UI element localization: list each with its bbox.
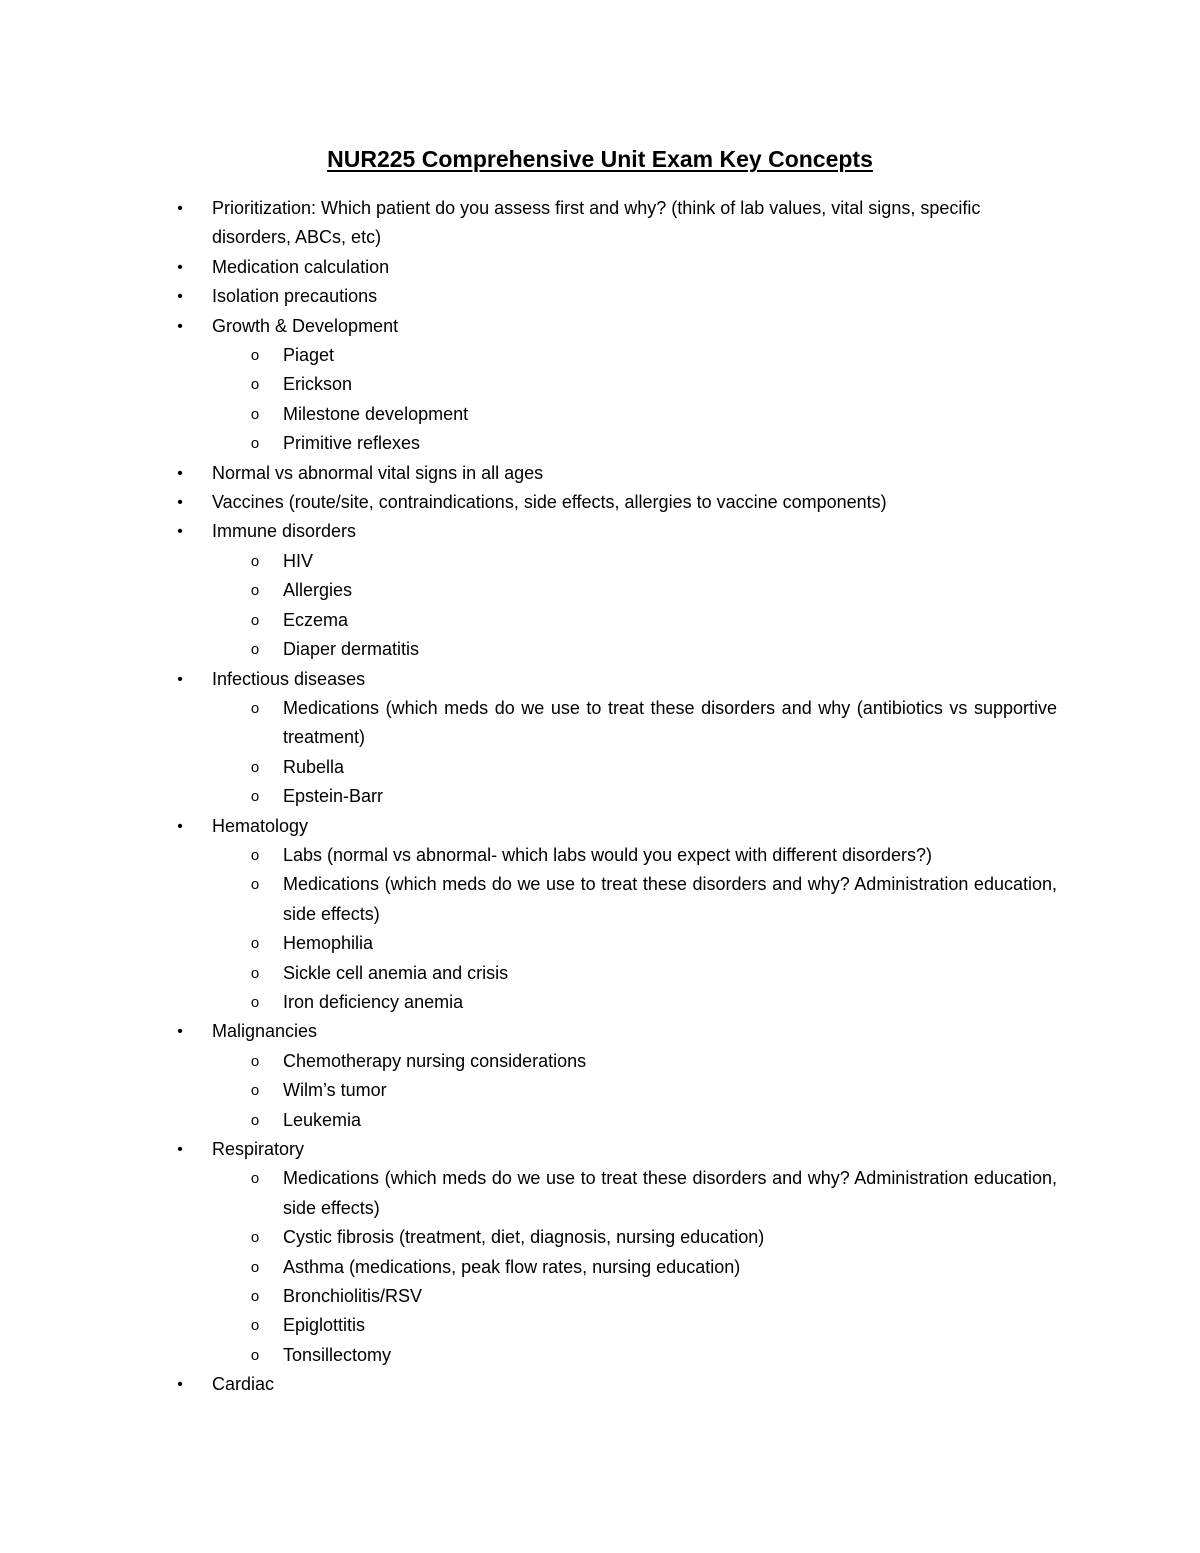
bullet-marker: •	[177, 258, 183, 276]
sub-bullet-marker: o	[250, 552, 260, 570]
list-item-text: Diaper dermatitis	[283, 639, 420, 660]
list-item-text: Cystic fibrosis (treatment, diet, diagnosis, nursing education)	[283, 1227, 765, 1248]
list-item-text: HIV	[283, 550, 314, 571]
sub-bullet-marker: o	[250, 347, 260, 365]
list-item-text: Leukemia	[283, 1109, 362, 1130]
sub-list-item	[0, 841, 1200, 870]
bullet-marker: •	[177, 288, 183, 306]
list-item-text: Cardiac	[212, 1374, 275, 1395]
list-item	[0, 488, 1200, 517]
list-item-text: Vaccines (route/site, contraindications, side effects, allergies to vaccine components)	[212, 492, 887, 513]
sub-list-item	[0, 870, 1200, 929]
list-item	[0, 194, 1200, 253]
list-item-text: Prioritization: Which patient do you assess first and why? (think of lab values, vital signs, specific disorders, ABCs, etc)	[212, 198, 981, 248]
list-item-text: Malignancies	[212, 1021, 318, 1042]
sub-list-item	[0, 370, 1200, 399]
sub-bullet-marker: o	[250, 935, 260, 953]
sub-list-item	[0, 1341, 1200, 1370]
page-title: NUR225 Comprehensive Unit Exam Key Concepts	[327, 146, 873, 172]
list-item	[0, 1135, 1200, 1164]
sub-list-item	[0, 1311, 1200, 1340]
list-item-text: Asthma (medications, peak flow rates, nursing education)	[283, 1256, 741, 1277]
sub-bullet-marker: o	[250, 876, 260, 894]
bullet-marker: •	[177, 1023, 183, 1041]
list-item-text: Chemotherapy nursing considerations	[283, 1050, 587, 1071]
sub-bullet-marker: o	[250, 788, 260, 806]
list-item-text: Eczema	[283, 609, 349, 630]
list-item-text: Allergies	[283, 580, 353, 601]
sub-bullet-marker: o	[250, 1229, 260, 1247]
sub-bullet-marker: o	[250, 993, 260, 1011]
sub-list-item	[0, 929, 1200, 958]
list-item-text: Bronchiolitis/RSV	[283, 1286, 423, 1307]
sub-list-item	[0, 694, 1200, 753]
list-item-text: Infectious diseases	[212, 668, 366, 689]
list-item-text: Medications (which meds do we use to treat these disorders and why? Administration education, side effects)	[283, 874, 1057, 924]
list-item-text: Respiratory	[212, 1139, 305, 1159]
sub-list-item	[0, 1076, 1200, 1105]
sub-list-item	[0, 782, 1200, 811]
list-item	[0, 282, 1200, 311]
list-item	[0, 312, 1200, 341]
list-item-text: Medications (which meds do we use to treat these disorders and why? Administration education, side effects)	[283, 1168, 1057, 1218]
list-item-text: Normal vs abnormal vital signs in all ages	[212, 462, 544, 483]
list-item	[0, 517, 1200, 546]
list-item-text: Immune disorders	[212, 521, 357, 542]
list-item-text: Isolation precautions	[212, 286, 378, 307]
list-item-text: Medications (which meds do we use to treat these disorders and why (antibiotics vs supportive treatment)	[283, 697, 1057, 748]
sub-list-item	[0, 988, 1200, 1017]
list-item-text: Epstein-Barr	[283, 786, 384, 807]
bullet-marker: •	[177, 464, 183, 482]
sub-list-item	[0, 1164, 1200, 1223]
sub-bullet-marker: o	[250, 1082, 260, 1100]
list-item-text: Hemophilia	[283, 933, 374, 954]
list-item-text: Primitive reflexes	[283, 433, 421, 454]
sub-bullet-marker: o	[250, 582, 260, 600]
sub-list-item	[0, 547, 1200, 576]
sub-bullet-marker: o	[250, 1111, 260, 1129]
sub-bullet-marker: o	[250, 1052, 260, 1070]
sub-list-item	[0, 429, 1200, 458]
sub-list-item	[0, 1223, 1200, 1252]
bullet-marker: •	[177, 670, 183, 688]
list-item-text: Tonsillectomy	[283, 1344, 392, 1365]
bullet-marker: •	[177, 494, 183, 512]
list-item-text: Wilm’s tumor	[283, 1080, 387, 1101]
sub-list-item	[0, 576, 1200, 605]
list-item-text: Labs (normal vs abnormal- which labs would you expect with different disorders?)	[283, 844, 932, 865]
sub-bullet-marker: o	[250, 1288, 260, 1306]
list-item	[0, 665, 1200, 694]
sub-list-item	[0, 635, 1200, 664]
list-item	[0, 253, 1200, 282]
sub-bullet-marker: o	[250, 1258, 260, 1276]
sub-bullet-marker: o	[250, 611, 260, 629]
sub-bullet-marker: o	[250, 1346, 260, 1364]
list-item-text: Erickson	[283, 374, 353, 395]
key-concepts-list	[0, 194, 1200, 1400]
list-item-text: Sickle cell anemia and crisis	[283, 962, 509, 983]
sub-list-item	[0, 400, 1200, 429]
sub-bullet-marker: o	[250, 964, 260, 982]
sub-bullet-marker: o	[250, 376, 260, 394]
sub-bullet-marker: o	[250, 758, 260, 776]
list-item	[0, 459, 1200, 488]
list-item-text: Iron deficiency anemia	[283, 991, 464, 1012]
bullet-marker: •	[177, 1141, 183, 1158]
bullet-marker: •	[177, 317, 183, 335]
list-item-text: Rubella	[283, 756, 345, 777]
list-item	[0, 812, 1200, 841]
sub-list-item	[0, 1047, 1200, 1076]
sub-list-item	[0, 341, 1200, 370]
sub-bullet-marker: o	[250, 405, 260, 423]
sub-bullet-marker: o	[250, 1170, 260, 1188]
sub-list-item	[0, 606, 1200, 635]
list-item-text: Milestone development	[283, 403, 469, 424]
list-item	[0, 1370, 1200, 1399]
list-item-text: Growth & Development	[212, 315, 399, 336]
sub-list-item	[0, 1253, 1200, 1282]
list-item-text: Hematology	[212, 815, 309, 836]
bullet-marker: •	[177, 1376, 183, 1394]
bullet-marker: •	[177, 523, 183, 541]
sub-list-item	[0, 959, 1200, 988]
sub-bullet-marker: o	[250, 435, 260, 453]
sub-bullet-marker: o	[250, 846, 260, 864]
sub-list-item	[0, 1282, 1200, 1311]
list-item	[0, 1017, 1200, 1046]
list-item-text: Medication calculation	[212, 256, 390, 277]
list-item-text: Piaget	[283, 345, 335, 366]
sub-list-item	[0, 1106, 1200, 1135]
sub-bullet-marker: o	[250, 699, 260, 717]
sub-bullet-marker: o	[250, 1317, 260, 1335]
bullet-marker: •	[177, 817, 183, 835]
sub-list-item	[0, 753, 1200, 782]
list-item-text: Epiglottitis	[283, 1315, 366, 1336]
bullet-marker: •	[177, 200, 183, 217]
sub-bullet-marker: o	[250, 641, 260, 659]
